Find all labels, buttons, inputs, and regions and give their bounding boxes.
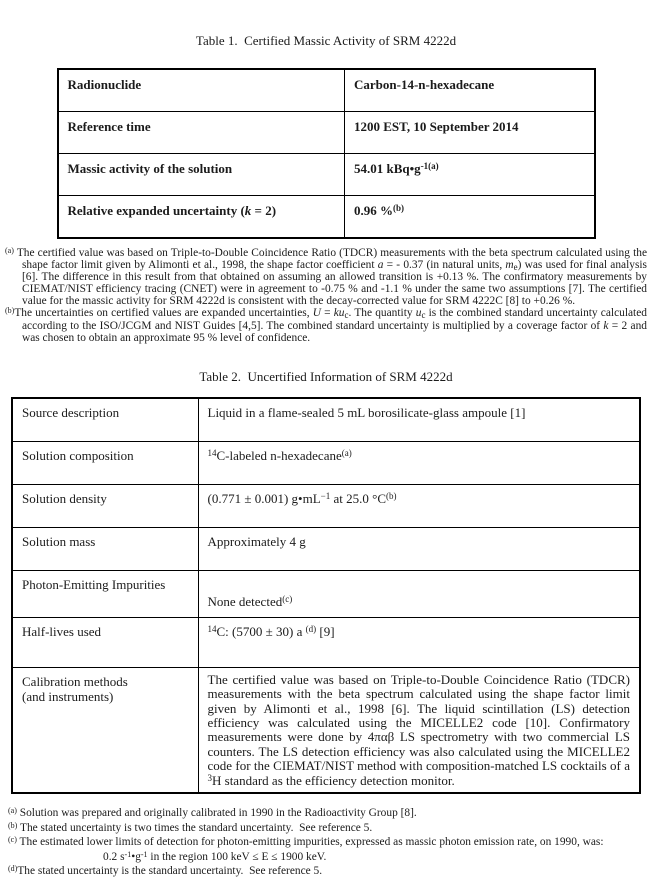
table1-row3-label: Relative expanded uncertainty (k = 2) [58,196,345,239]
footnote-c2-text: The estimated lower limits of detection for photon-emitting impurities, expressed as massic photon emission rate, on 1990, was: [19,836,604,849]
table2-row4-value: None detected$^{(c)}$ [198,570,640,617]
table-row [12,398,640,442]
table1-row3-value: 0.96 %$^{(b)}$ [345,196,595,239]
table-row [12,441,640,484]
table-row [12,667,640,793]
footnote-d2-marker: (d) [8,864,18,874]
footnote-b2-marker: (b) [8,820,18,830]
table1-row2-value: 54.01 $kBq•g^{-1(a)}$ [345,154,595,196]
table-row [12,617,640,667]
footnote-a2-marker: (a) [8,806,17,815]
table1-row2-label: Massic activity of the solution [58,154,345,196]
table-row [58,69,595,112]
table1-row0-label: Radionuclide [58,69,345,112]
footnote-c2 [8,835,644,850]
footnote-b2 [8,821,644,836]
footnote-a2-text: Solution was prepared and originally calibrated in 1990 in the Radioactivity Group [8]. [19,807,417,819]
table-row [12,527,640,570]
table2-row5-value: $^{14}$C: (5700 ± 30) a $^{(d)}$ [9] [198,617,640,667]
table-row [12,484,640,527]
footnote-a-marker: (a) [5,246,14,255]
table2-row3-value: Approximately 4 g [198,527,640,570]
table1-row1-value: 1200 EST, 10 September 2014 [345,112,595,154]
table2-row6-value: The certified value was based on Triple-to-Double Coincidence Ratio (TDCR) measurements with the beta spectrum calculated using the shape factor limit given by Alimonti et al., 1998 [6]. The liquid scintillation (LS) detection efficiency was calculated using the MICELLE2 code [10]. Confirmatory measurements were done by 4παβ LS spectrometry with two commercial LS counters. The LS detection efficiency was also calculated using the MICELLE2 code for the CIEMAT/NIST method with composition-matched LS cocktails of a $^3$H standard as the efficiency detection monitor. [198,667,640,793]
footnote-a2 [8,806,644,821]
table2-row0-value: Liquid in a flame-sealed 5 mL borosilicate-glass ampoule [1] [198,398,640,442]
footnote-b-text: The uncertainties on certified values are expanded uncertainties, $U = ku_c$. The quantity $u_c$ is the combined standard uncertainty calculated according to the ISO/JCGM and NIST Guides [4,5]. The combined standard uncertainty is multiplied by a coverage factor of k = 2 and was chosen to obtain an approximate 95 % level of confidence. [14,307,647,344]
table1-title: Table 1. Certified Massic Activity of SRM 4222d [195,33,457,48]
footnote-b-marker: (b) [5,306,15,316]
footnote-c2-marker: (c) [8,835,17,845]
table2-footnotes [8,806,644,879]
table2-row0-label: Source description [12,398,198,442]
table2-row1-value: $^{14}$C-labeled n-hexadecane$^{(a)}$ [198,441,640,484]
table2-uncertified-information [11,397,641,794]
table2-row6-label: Calibration methods (and instruments) [12,667,198,793]
table1-row0-value: Carbon-14-n-hexadecane [345,69,595,112]
footnote-d2-text: The stated uncertainty is the standard uncertainty. See reference 5. [17,865,323,878]
footnote-a-text: The certified value was based on Triple-to-Double Coincidence Ratio (TDCR) measurements with the beta spectrum calculated using the shape factor limit given by Alimonti et al., 1998, the shape factor coefficient a = - 0.37 (in natural units, $m_e$) was used for final analysis [6]. The difference in this result from that obtained on assuming an allowed transition is +0.13 %. The confirmatory measurements by CIEMAT/NIST efficiency tracing (CNET) were in agreement to -0.75 % and -1.1 % under the same two assumptions [7]. The certified value for the massic activity for SRM 4222d is consistent with the decay-corrected value for SRM 4222C [8] to +0.26 %. [16,247,647,308]
table2-row5-label: Half-lives used [12,617,198,667]
footnote-b [5,307,647,343]
footnote-a [5,247,647,307]
table2-row2-value: (0.771 ± 0.001) $g•mL^{-1}$ at 25.0 $^\circ C^{(b)}$ [198,484,640,527]
table-row [58,154,595,196]
table2-row3-label: Solution mass [12,527,198,570]
footnote-d2 [8,864,644,879]
table1-row1-label: Reference time [58,112,345,154]
table2-row1-label: Solution composition [12,441,198,484]
table2-row4-label: Photon-Emitting Impurities [12,570,198,617]
table1-footnotes [5,247,647,344]
footnote-c2-line2: 0.2 $s^{-1}•g^{-1}$ in the region 100 keV ≤ E ≤ 1900 keV. [103,849,327,863]
table-row [58,112,595,154]
table-row [12,570,640,617]
footnote-b2-text: The stated uncertainty is two times the standard uncertainty. See reference 5. [19,821,373,834]
table2-row2-label: Solution density [12,484,198,527]
table-row [58,196,595,239]
table1-certified-massic-activity [57,68,596,239]
table2-title: Table 2. Uncertified Information of SRM 4222d [199,368,453,384]
